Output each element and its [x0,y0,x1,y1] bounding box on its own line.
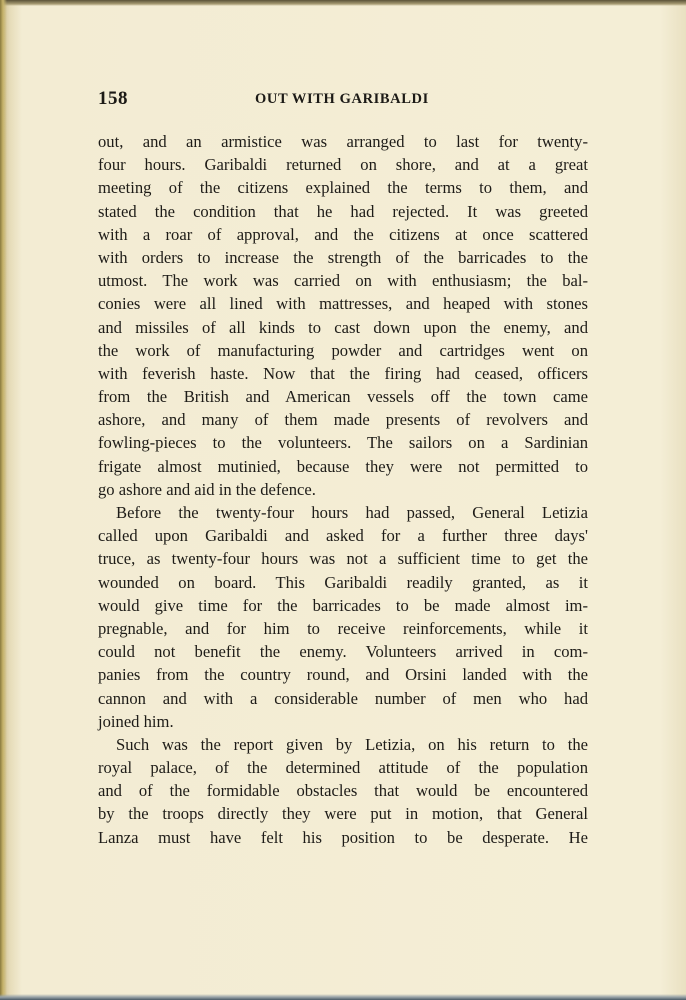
text-line: with orders to increase the strength of the barricades to the [98,247,588,267]
text-line: panies from the country round, and Orsini landed with the [98,665,588,685]
text-line: pregnable, and for him to receive reinforcements, while it [98,618,588,638]
text-line: royal palace, of the determined attitude of the population [98,758,588,778]
text-line: Lanza must have felt his position to be desperate. He [98,827,588,847]
text-line: and of the formidable obstacles that would be encountered [98,781,588,801]
text-line: truce, as twenty-four hours was not a sufficient time to get the [98,549,588,569]
text-line: utmost. The work was carried on with enthusiasm; the bal- [98,271,588,291]
paragraph-end-line: go ashore and aid in the defence. [98,479,316,499]
text-line: ashore, and many of them made presents of revolvers and [98,410,588,430]
page-binding-edge [0,0,7,1000]
text-line: would give time for the barricades to be made almost im- [98,595,588,615]
page-number: 158 [98,88,128,109]
text-line: stated the condition that he had rejected. It was greeted [98,201,588,221]
page-top-edge [0,0,686,6]
body-text [98,130,588,849]
text-line: four hours. Garibaldi returned on shore, and at a great [98,155,588,175]
text-line: and missiles of all kinds to cast down upon the enemy, and [98,317,588,337]
paragraph-end-line: joined him. [98,711,174,731]
paragraph-start-line: Before the twenty-four hours had passed, General Letizia [116,503,588,522]
text-line: out, and an armistice was arranged to last for twenty- [98,132,588,151]
text-line: the work of manufacturing powder and cartridges went on [98,340,588,360]
running-title: OUT WITH GARIBALDI [255,91,429,107]
text-line: with feverish haste. Now that the firing had ceased, officers [98,363,588,383]
text-line: could not benefit the enemy. Volunteers arrived in com- [98,642,588,662]
text-line: cannon and with a considerable number of men who had [98,688,588,708]
text-line: frigate almost mutinied, because they were not permitted to [98,456,588,476]
text-line: with a roar of approval, and the citizens at once scattered [98,224,588,244]
text-line: meeting of the citizens explained the terms to them, and [98,178,588,198]
page-bottom-edge [0,994,686,1000]
text-line: from the British and American vessels off the town came [98,387,588,407]
text-line: wounded on board. This Garibaldi readily granted, as it [98,572,588,592]
text-line: fowling-pieces to the volunteers. The sailors on a Sardinian [98,433,588,453]
paragraph-start-line: Such was the report given by Letizia, on his return to the [116,734,588,754]
text-line: called upon Garibaldi and asked for a further three days' [98,526,588,546]
text-line: by the troops directly they were put in motion, that General [98,804,588,824]
running-head [98,88,588,112]
text-line: conies were all lined with mattresses, and heaped with stones [98,294,588,314]
